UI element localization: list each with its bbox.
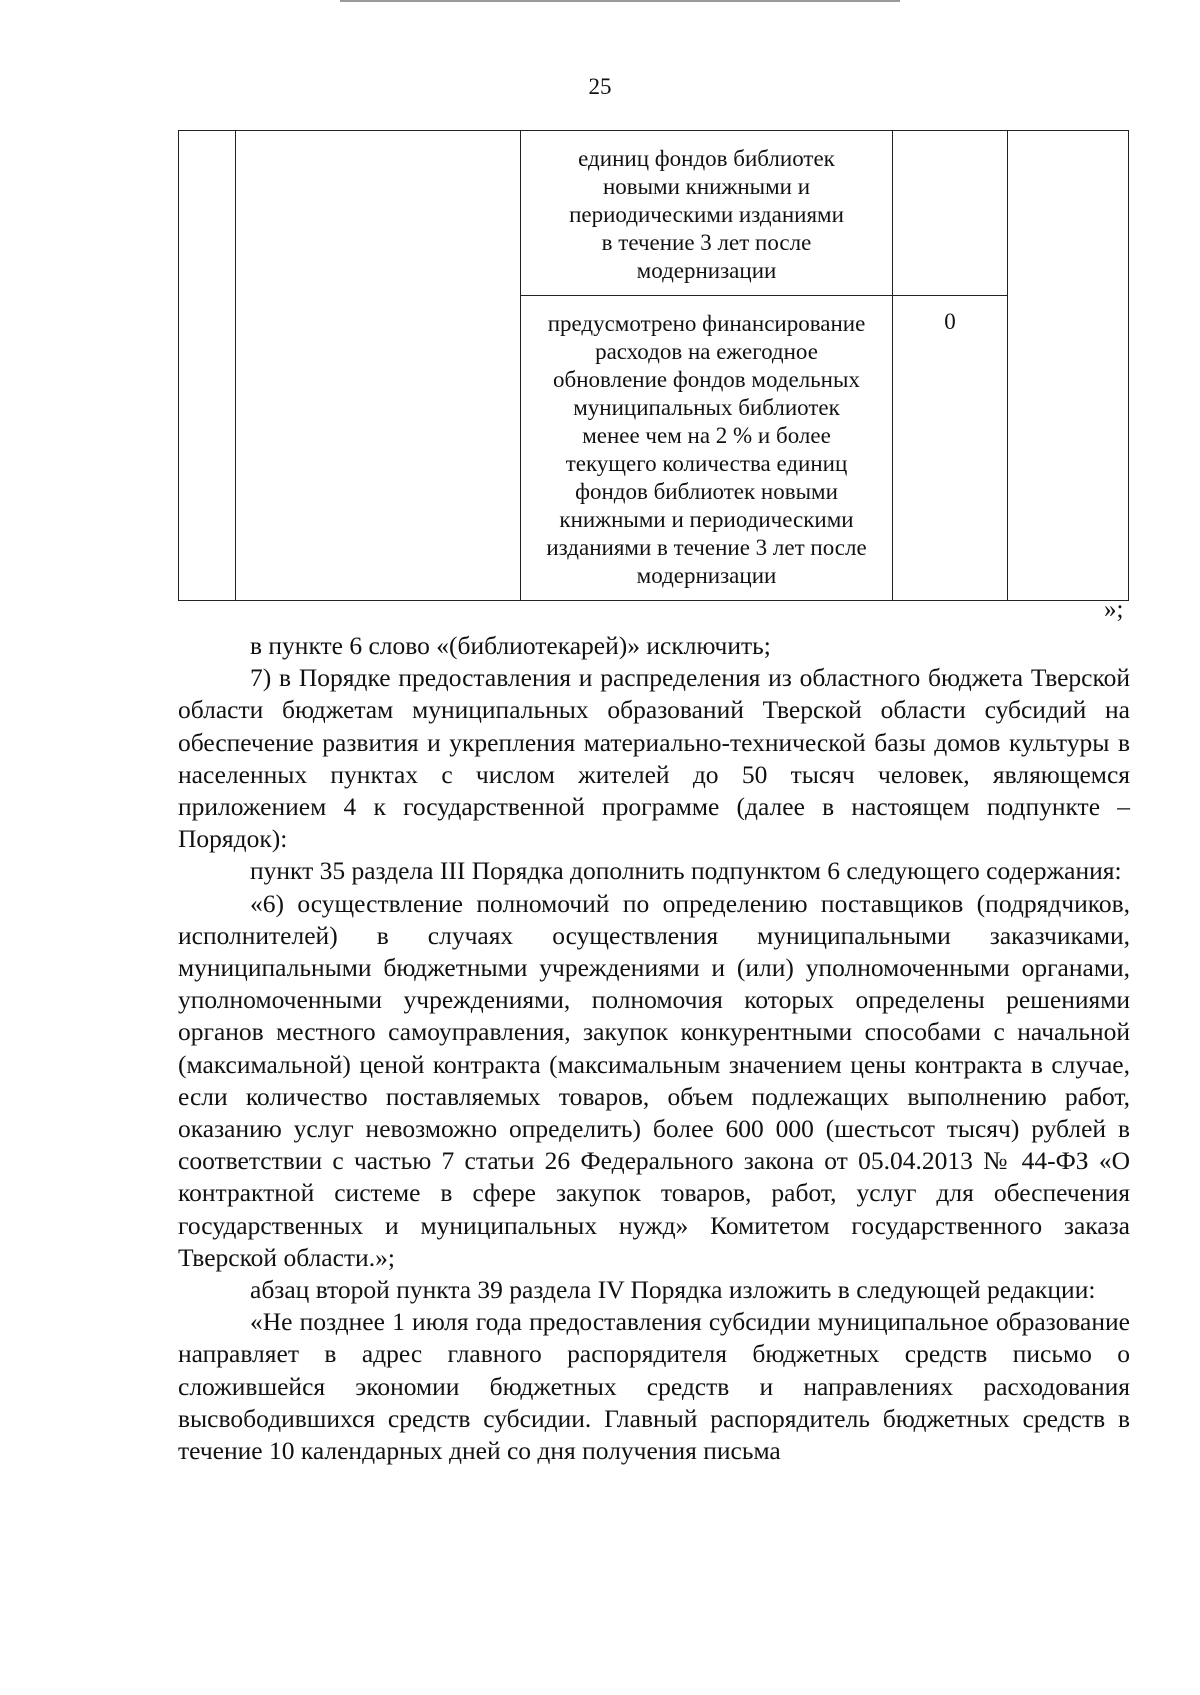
table-cell-name bbox=[236, 131, 521, 601]
cell-text-line: новыми книжными и bbox=[602, 174, 811, 199]
paragraph: 7) в Порядке предоставления и распределения из областного бюджета Тверской области бюджетам муниципальных образований Тверской области субсидий на обеспечение развития и укрепления материально-технической базы домов культуры в населенных пунктах с числом жителей до 50 тысяч человек, являющемся приложением 4 к государственной программе (далее в настоящем подпункте – Порядок): bbox=[178, 663, 1130, 854]
cell-text-line: изданиями в течение 3 лет после bbox=[546, 535, 867, 560]
table-cell-criterion bbox=[521, 296, 893, 601]
cell-text-line: книжными и периодическими bbox=[559, 507, 854, 532]
cell-text-line: муниципальных библиотек bbox=[573, 395, 840, 420]
scan-top-edge bbox=[340, 0, 900, 2]
cell-text-line: модернизации bbox=[636, 563, 777, 588]
paragraph: в пункте 6 слово «(библиотекарей)» исключить; bbox=[250, 631, 771, 660]
paragraph: пункт 35 раздела III Порядка дополнить подпунктом 6 следующего содержания: bbox=[250, 856, 1122, 886]
cell-text-line: менее чем на 2 % и более bbox=[582, 423, 831, 448]
cell-text-line: расходов на ежегодное bbox=[595, 339, 818, 364]
cell-text-line: модернизации bbox=[636, 258, 777, 283]
paragraph: «6) осуществление полномочий по определению поставщиков (подрядчиков, исполнителей) в случаях осуществления муниципальными заказчиками, муниципальными бюджетными учреждениями и (или) уполномоченными органами, уполномоченными учреждениями, полномочия которых определены решениями органов местного самоуправления, закупок конкурентными способами с начальной (максимальной) ценой контракта (максимальным значением цены контракта в случае, если количество поставляемых товаров, объем подлежащих выполнению работ, оказанию услуг невозможно определить) более 600 000 (шестьсот тысяч) рублей в соответствии с частью 7 статьи 26 Федерального закона от 05.04.2013 № 44-ФЗ «О контрактной системе в сфере закупок товаров, работ, услуг для обеспечения государственных и муниципальных нужд» Комитетом государственного заказа Тверской области.»; bbox=[178, 888, 1130, 1272]
cell-text-line: фондов библиотек новыми bbox=[575, 479, 838, 504]
cell-text-line: периодическими изданиями bbox=[569, 202, 844, 227]
paragraph: «Не позднее 1 июля года предоставления субсидии муниципальное образование направляет в адрес главного распорядителя бюджетных средств письмо о сложившейся экономии бюджетных средств и направлениях расходования высвободившихся средств субсидии. Главный распорядитель бюджетных средств в течение 10 календарных дней со дня получения письма bbox=[178, 1307, 1130, 1466]
cell-text-line: предусмотрено финансирование bbox=[547, 311, 866, 336]
cell-text-line: текущего количества единиц bbox=[565, 451, 848, 476]
cell-text-line: в течение 3 лет после bbox=[601, 230, 812, 255]
table-row bbox=[179, 131, 1129, 296]
cell-text-line: обновление фондов модельных bbox=[553, 367, 860, 392]
document-body bbox=[178, 630, 1130, 1467]
closing-quote: »; bbox=[1104, 596, 1124, 623]
cell-text-line: единиц фондов библиотек bbox=[578, 146, 835, 171]
paragraph: абзац второй пункта 39 раздела IV Порядка изложить в следующей редакции: bbox=[250, 1275, 1096, 1305]
page-number: 25 bbox=[588, 74, 612, 99]
table-cell-criterion bbox=[521, 131, 893, 296]
indicator-table bbox=[178, 130, 1129, 601]
table-cell-value bbox=[893, 131, 1008, 296]
table-cell-number bbox=[179, 131, 236, 601]
table-cell-extra bbox=[1008, 131, 1129, 601]
table-cell-value: 0 bbox=[893, 296, 1008, 601]
